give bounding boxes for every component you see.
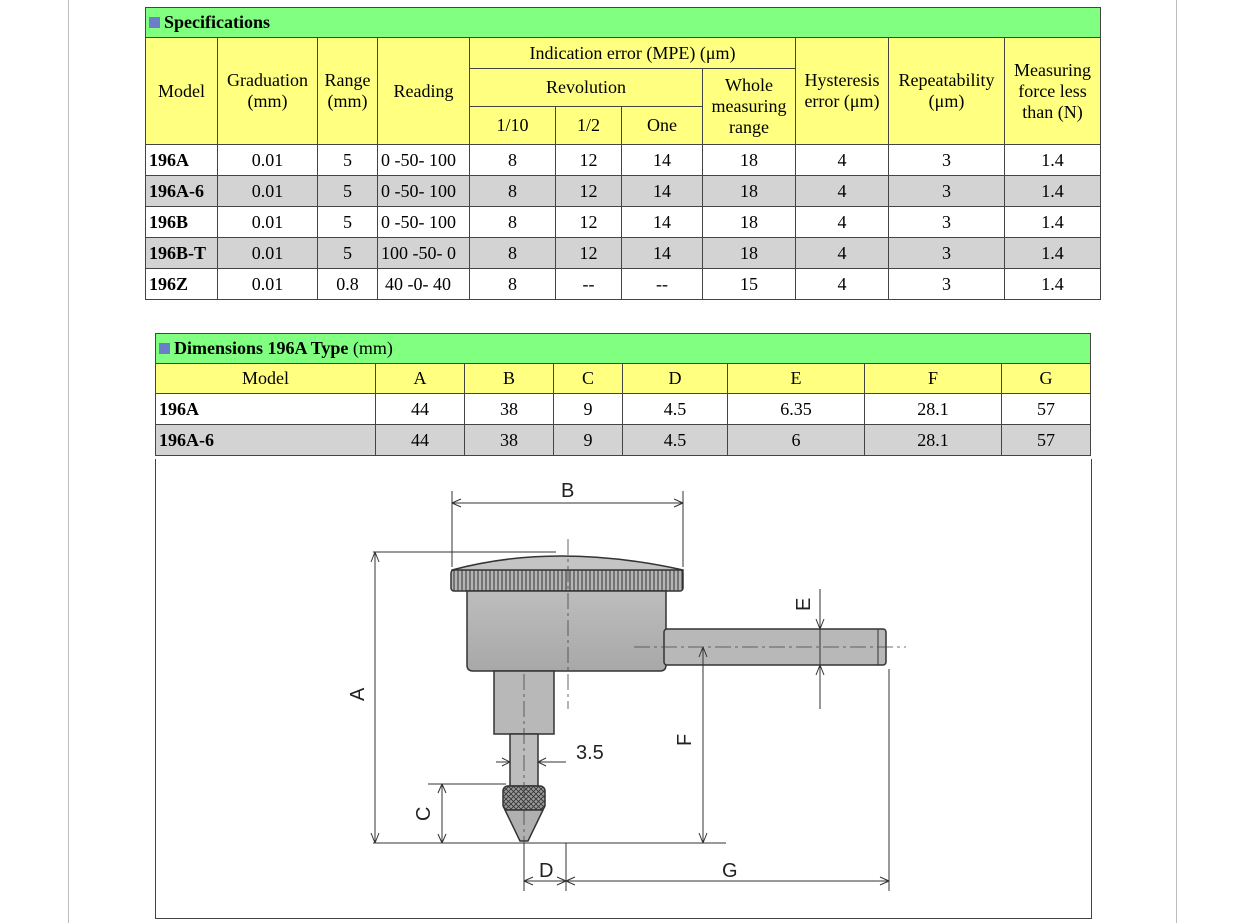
cell-force: 1.4 <box>1005 207 1101 238</box>
cell-rev-1-2: 12 <box>556 207 622 238</box>
label-d: D <box>539 860 554 882</box>
header-c: C <box>554 364 623 394</box>
header-b: B <box>465 364 554 394</box>
header-whole-range: Whole measuring range <box>703 69 796 145</box>
cell-graduation: 0.01 <box>218 207 318 238</box>
cell-graduation: 0.01 <box>218 145 318 176</box>
header-graduation: Graduation (mm) <box>218 38 318 145</box>
header-rev-1-2: 1/2 <box>556 107 622 145</box>
cell-reading: 0 -50- 100 <box>378 145 470 176</box>
cell-rev-1-2: -- <box>556 269 622 300</box>
cell-rev-one: 14 <box>622 238 703 269</box>
cell-rev-1-10: 8 <box>470 176 556 207</box>
cell-force: 1.4 <box>1005 176 1101 207</box>
dimension-lines <box>371 491 889 891</box>
square-bullet-icon <box>159 343 170 354</box>
cell-rev-1-2: 12 <box>556 238 622 269</box>
dimensions-unit: (mm) <box>352 338 393 358</box>
cell-range: 0.8 <box>318 269 378 300</box>
table-row <box>146 145 1101 176</box>
cell-rev-1-2: 12 <box>556 145 622 176</box>
cell-d: 4.5 <box>623 425 728 456</box>
header-f: F <box>865 364 1002 394</box>
cell-hysteresis: 4 <box>796 145 889 176</box>
cell-model: 196A <box>146 145 218 176</box>
header-hysteresis: Hysteresis error (μm) <box>796 38 889 145</box>
cell-rev-one: 14 <box>622 176 703 207</box>
header-model: Model <box>146 38 218 145</box>
cell-model: 196A-6 <box>146 176 218 207</box>
cell-b: 38 <box>465 394 554 425</box>
cell-e: 6.35 <box>728 394 865 425</box>
cell-model: 196Z <box>146 269 218 300</box>
cell-rev-1-10: 8 <box>470 145 556 176</box>
header-a: A <box>376 364 465 394</box>
cell-rev-1-10: 8 <box>470 207 556 238</box>
cell-rev-one: 14 <box>622 145 703 176</box>
cell-rev-1-10: 8 <box>470 269 556 300</box>
table-row <box>146 238 1101 269</box>
page-rule-right <box>1176 0 1177 923</box>
cell-range: 5 <box>318 238 378 269</box>
table-row <box>146 176 1101 207</box>
header-e: E <box>728 364 865 394</box>
label-g: G <box>722 860 738 882</box>
cell-g: 57 <box>1002 425 1091 456</box>
cell-reading: 40 -0- 40 <box>378 269 470 300</box>
cell-graduation: 0.01 <box>218 238 318 269</box>
header-repeatability: Repeatability (μm) <box>889 38 1005 145</box>
cell-c: 9 <box>554 394 623 425</box>
dial-indicator-drawing <box>156 459 1091 918</box>
cell-repeatability: 3 <box>889 269 1005 300</box>
header-rev-one: One <box>622 107 703 145</box>
cell-repeatability: 3 <box>889 207 1005 238</box>
cell-a: 44 <box>376 394 465 425</box>
dimensions-title-bar <box>156 334 1091 364</box>
table-row <box>146 269 1101 300</box>
cell-range: 5 <box>318 207 378 238</box>
cell-whole-range: 18 <box>703 145 796 176</box>
cell-model: 196B-T <box>146 238 218 269</box>
label-stem-diameter: 3.5 <box>576 742 604 764</box>
header-d: D <box>623 364 728 394</box>
cell-graduation: 0.01 <box>218 176 318 207</box>
cell-rev-1-10: 8 <box>470 238 556 269</box>
header-model: Model <box>156 364 376 394</box>
cell-model: 196A <box>156 394 376 425</box>
table-row <box>156 394 1091 425</box>
cell-repeatability: 3 <box>889 176 1005 207</box>
cell-hysteresis: 4 <box>796 176 889 207</box>
label-e: E <box>793 597 815 611</box>
header-range: Range (mm) <box>318 38 378 145</box>
dimensions-title: Dimensions 196A Type <box>174 338 349 358</box>
cell-c: 9 <box>554 425 623 456</box>
header-reading: Reading <box>378 38 470 145</box>
page-rule-left <box>68 0 69 923</box>
dimension-drawing-panel <box>155 459 1092 919</box>
cell-d: 4.5 <box>623 394 728 425</box>
cell-e: 6 <box>728 425 865 456</box>
cell-whole-range: 18 <box>703 176 796 207</box>
cell-rev-1-2: 12 <box>556 176 622 207</box>
cell-whole-range: 18 <box>703 207 796 238</box>
cell-b: 38 <box>465 425 554 456</box>
cell-f: 28.1 <box>865 394 1002 425</box>
dimension-labels <box>347 480 815 882</box>
indicator-body <box>451 556 886 841</box>
table-row <box>156 425 1091 456</box>
header-indication-error: Indication error (MPE) (μm) <box>470 38 796 69</box>
cell-whole-range: 18 <box>703 238 796 269</box>
cell-hysteresis: 4 <box>796 238 889 269</box>
cell-a: 44 <box>376 425 465 456</box>
table-row <box>146 207 1101 238</box>
specifications-title-bar <box>146 8 1101 38</box>
specifications-title: Specifications <box>164 12 270 32</box>
cell-reading: 0 -50- 100 <box>378 176 470 207</box>
cell-rev-one: 14 <box>622 207 703 238</box>
header-g: G <box>1002 364 1091 394</box>
label-f: F <box>674 733 696 746</box>
cell-hysteresis: 4 <box>796 207 889 238</box>
dimensions-table <box>155 333 1091 456</box>
label-a: A <box>347 687 369 701</box>
label-c: C <box>413 806 435 821</box>
cell-model: 196B <box>146 207 218 238</box>
label-b: B <box>561 480 575 502</box>
cell-repeatability: 3 <box>889 238 1005 269</box>
cell-rev-one: -- <box>622 269 703 300</box>
square-bullet-icon <box>149 17 160 28</box>
header-revolution: Revolution <box>470 69 703 107</box>
cell-force: 1.4 <box>1005 145 1101 176</box>
cell-force: 1.4 <box>1005 238 1101 269</box>
cell-range: 5 <box>318 176 378 207</box>
cell-graduation: 0.01 <box>218 269 318 300</box>
specifications-table <box>145 7 1101 300</box>
cell-reading: 100 -50- 0 <box>378 238 470 269</box>
cell-repeatability: 3 <box>889 145 1005 176</box>
cell-model: 196A-6 <box>156 425 376 456</box>
cell-f: 28.1 <box>865 425 1002 456</box>
cell-hysteresis: 4 <box>796 269 889 300</box>
header-measuring-force: Measuring force less than (N) <box>1005 38 1101 145</box>
cell-whole-range: 15 <box>703 269 796 300</box>
cell-force: 1.4 <box>1005 269 1101 300</box>
cell-g: 57 <box>1002 394 1091 425</box>
cell-reading: 0 -50- 100 <box>378 207 470 238</box>
header-rev-1-10: 1/10 <box>470 107 556 145</box>
cell-range: 5 <box>318 145 378 176</box>
